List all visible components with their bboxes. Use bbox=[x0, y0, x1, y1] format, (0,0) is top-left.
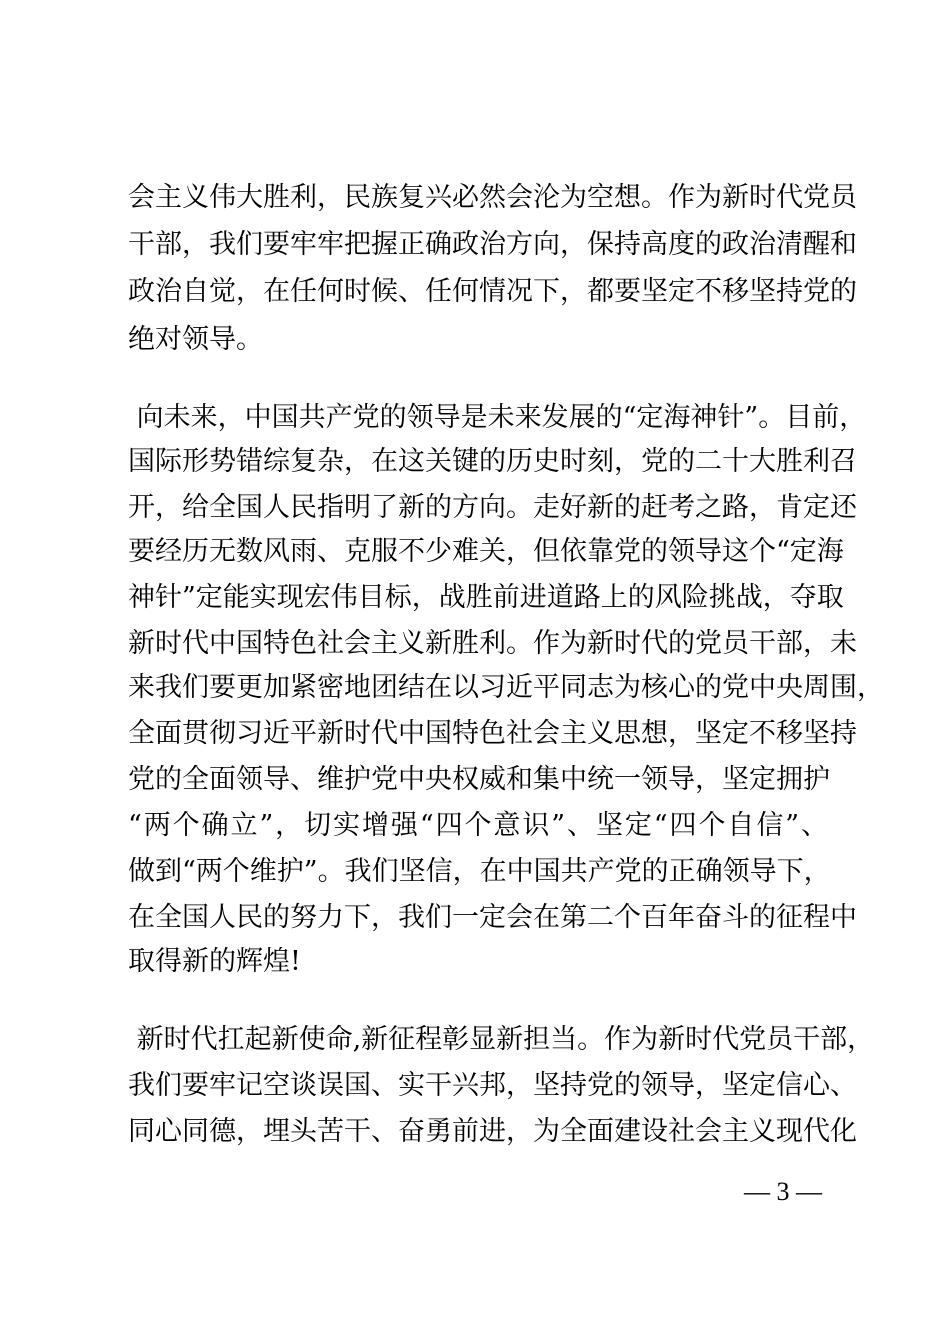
paragraph-2-line-9: 党的全面领导、维护党中央权威和集中统一领导，坚定拥护 bbox=[128, 764, 830, 795]
paragraph-3-line-2: 我们要牢记空谈误国、实干兴邦，坚持党的领导，坚定信心、 bbox=[128, 1070, 857, 1101]
paragraph-2-line-3: 开，给全国人民指明了新的方向。走好新的赶考之路，肯定还 bbox=[128, 492, 857, 523]
paragraph-1-line-1: 会主义伟大胜利，民族复兴必然会沦为空想。作为新时代党员 bbox=[128, 182, 857, 213]
paragraph-2-line-4: 要经历无数风雨、克服不少难关，但依靠党的领导这个“定海 bbox=[128, 536, 844, 567]
paragraph-2-line-11: 做到“两个维护”。我们坚信，在中国共产党的正确领导下， bbox=[128, 856, 831, 887]
paragraph-1-line-3: 政治自觉，在任何时候、任何情况下，都要坚定不移坚持党的 bbox=[128, 276, 857, 307]
paragraph-3-line-3: 同心同德，埋头苦干、奋勇前进，为全面建设社会主义现代化 bbox=[128, 1116, 857, 1147]
paragraph-2-line-1: 向未来，中国共产党的领导是未来发展的“定海神针”。目前， bbox=[128, 402, 867, 433]
page-number: — 3 — bbox=[744, 1177, 822, 1206]
paragraph-2-line-8: 全面贯彻习近平新时代中国特色社会主义思想，坚定不移坚持 bbox=[128, 718, 857, 749]
paragraph-2-line-12: 在全国人民的努力下，我们一定会在第二个百年奋斗的征程中 bbox=[128, 902, 857, 933]
paragraph-1-line-4: 绝对领导。 bbox=[128, 324, 263, 355]
paragraph-3-line-1: 新时代扛起新使命,新征程彰显新担当。作为新时代党员干部， bbox=[128, 1024, 875, 1055]
paragraph-2-line-5: 神针”定能实现宏伟目标，战胜前进道路上的风险挑战，夺取 bbox=[128, 582, 844, 613]
paragraph-2-line-7: 来我们要更加紧密地团结在以习近平同志为核心的党中央周围， bbox=[128, 672, 884, 703]
paragraph-1-line-2: 干部，我们要牢牢把握正确政治方向，保持高度的政治清醒和 bbox=[128, 229, 857, 260]
paragraph-2-line-6: 新时代中国特色社会主义新胜利。作为新时代的党员干部，未 bbox=[128, 628, 857, 659]
paragraph-2-line-2: 国际形势错综复杂，在这关键的历史时刻，党的二十大胜利召 bbox=[128, 446, 857, 477]
paragraph-2-line-13: 取得新的辉煌! bbox=[128, 946, 301, 977]
paragraph-2-line-10: “两个确立”，切实增强“四个意识”、坚定“四个自信”、 bbox=[128, 810, 828, 841]
